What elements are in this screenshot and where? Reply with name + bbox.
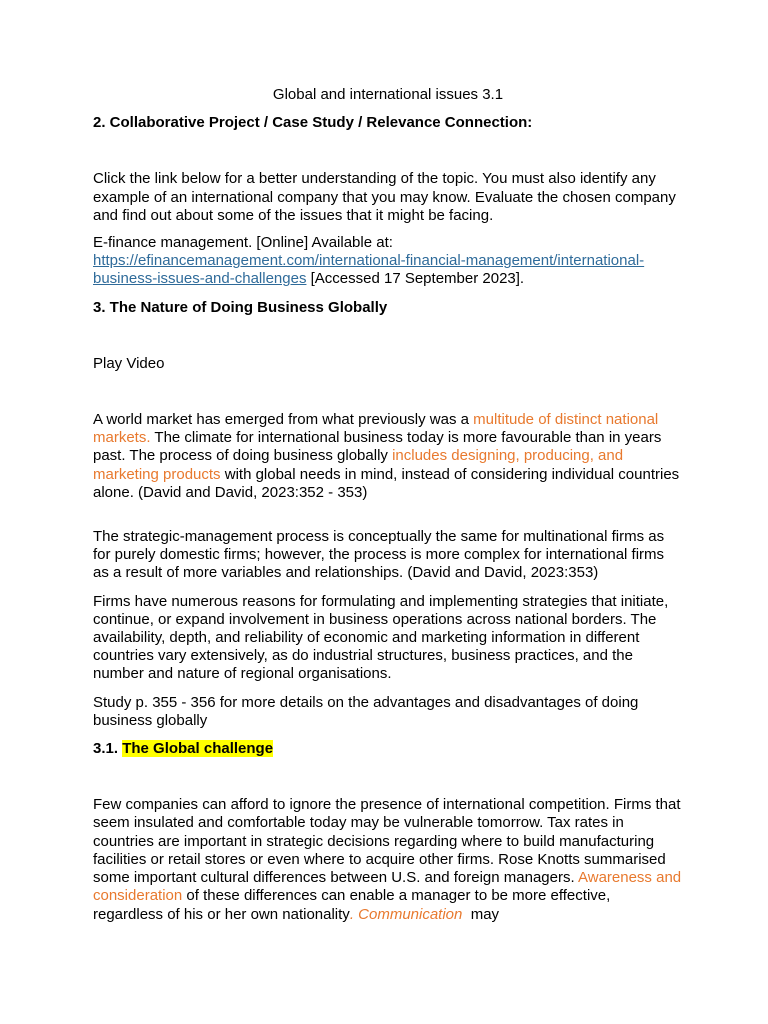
text-run: A world market has emerged from what previously was a [93,411,474,429]
highlighted-text: includes designing, producing, and marketing products [93,447,624,483]
text-run: The climate for international business today is more favourable than in years past. The process of doing business globally [93,429,662,465]
section-3-paragraph-2: The strategic-management process is conceptually the same for multinational firms as for purely domestic firms; however, the process is more complex for international firms as a result of more variables and relationships. (David and David, 2023:353) [93,528,665,582]
text-run: Few companies can afford to ignore the presence of international competition. Firms that seem insulated and comfortable today may be vulnerable tomorrow. Tax rates in countries are important in strategic decisions regarding where to build manufacturing facilities or retail stores or even where to acquire other firms. Rose Knotts summarised some important cultural differences between U.S. and foreign managers. [93,796,681,887]
section-2-heading: 2. Collaborative Project / Case Study / Relevance Connection: [93,114,533,132]
section-number: 3.1. [93,740,123,758]
document-page [93,86,683,924]
highlighted-text: . Communication [349,905,463,923]
section-3-1-paragraph [93,796,683,923]
reference-paragraph [93,234,683,289]
section-3-heading: 3. The Nature of Doing Business Globally [93,298,388,316]
document-title: Global and international issues 3.1 [272,86,504,103]
text-run: of these differences can enable a manager to be more effective, regardless of his or her own nationality [93,887,611,923]
section-2-paragraph: Click the link below for a better understanding of the topic. You must also identify any example of an international company that you may know. Evaluate the chosen company and find out about some of the issues that it might be facing. [93,170,676,224]
text-run: with global needs in mind, instead of considering individual countries alone. (David and David, 2023:352 - 353) [93,465,680,501]
reference-link[interactable]: https://efinancemanagement.com/international-financial-management/international-business-issues-and-challenges [93,252,645,288]
highlighted-text: Awareness and consideration [93,869,682,905]
text-run: may [462,905,500,923]
section-3-1-heading [93,740,683,758]
highlighted-text: multitude of distinct national markets. [93,411,659,447]
play-video-link[interactable]: Play Video [93,354,165,372]
section-3-paragraph-1 [93,411,683,502]
reference-suffix: [Accessed 17 September 2023]. [306,270,525,288]
reference-prefix: E-finance management. [Online] Available at: [93,234,393,252]
section-3-paragraph-3: Firms have numerous reasons for formulating and implementing strategies that initiate, continue, or expand involvement in business operations across national borders. The availability, depth, and reliability of economic and marketing information in different countries vary extensively, as do industrial structures, business practices, and the number and nature of regional organisations. [93,592,669,683]
highlighted-heading: The Global challenge [122,740,274,758]
section-3-paragraph-4: Study p. 355 - 356 for more details on the advantages and disadvantages of doing business globally [93,693,639,729]
